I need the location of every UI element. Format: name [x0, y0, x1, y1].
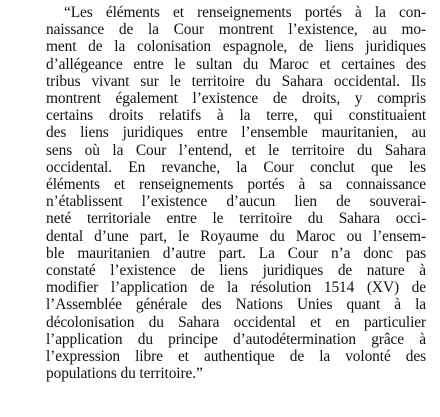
quote-line: certains droits relatifs à la terre, qui constituaient [46, 107, 426, 125]
quote-line: décolonisation du Sahara occidental et en particulier [46, 313, 426, 331]
quote-line: d’allégeance entre le sultan du Maroc et certaines des [46, 55, 426, 73]
quote-line: montrent également l’existence de droits, y compris [46, 90, 426, 108]
quote-line: ment de la colonisation espagnole, de liens juridiques [46, 38, 426, 56]
quote-line: constaté l’existence de liens juridiques de nature à [46, 262, 426, 280]
quote-line: dental d’une part, le Royaume du Maroc ou l’ensem- [46, 227, 426, 245]
quote-line: modifier l’application de la résolution 1514 (XV) de [46, 279, 426, 297]
quote-line: tribus vivant sur le territoire du Sahara occidental. Ils [46, 72, 426, 90]
quote-line: l’expression libre et authentique de la volonté des [46, 348, 426, 366]
quote-line: occidental. En revanche, la Cour conclut que les [46, 158, 426, 176]
quote-line: “Les éléments et renseignements portés à la con- [64, 4, 426, 21]
quote-line: l’Assemblée générale des Nations Unies quant à la [46, 296, 426, 314]
quoted-paragraph [46, 4, 426, 382]
quote-line: neté territoriale entre le territoire du Sahara occi- [46, 210, 426, 228]
quote-line: sens où la Cour l’entend, et le territoire du Sahara [46, 141, 426, 159]
quote-line: l’application du principe d’autodétermination grâce à [46, 330, 426, 348]
quote-line: naissance de la Cour montrent l’existence, au mo- [46, 21, 426, 39]
quote-line: éléments et renseignements portés à sa connaissance [46, 176, 426, 194]
quote-line: populations du territoire.” [46, 365, 203, 383]
quote-line: n’établissent l’existence d’aucun lien de souverai- [46, 193, 426, 211]
quote-line: ble mauritanien d’autre part. La Cour n’a donc pas [46, 244, 426, 262]
quote-line: des liens juridiques entre l’ensemble mauritanien, au [46, 124, 426, 142]
